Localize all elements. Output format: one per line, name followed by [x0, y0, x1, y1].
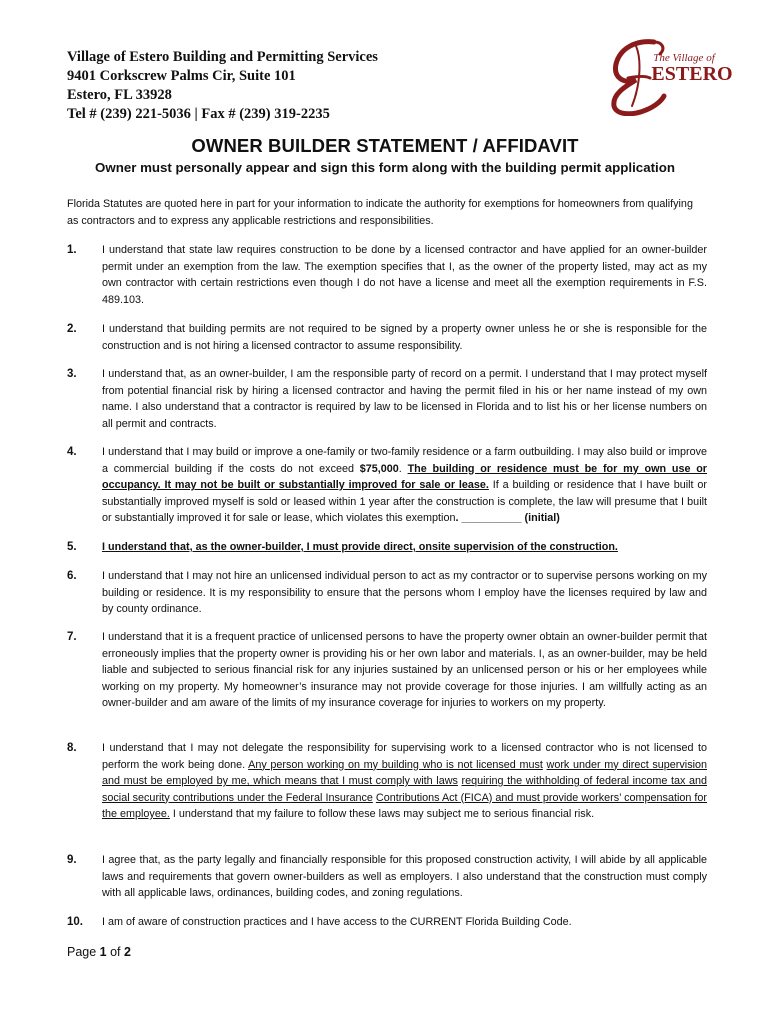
page-subtitle: Owner must personally appear and sign this form along with the building permit application — [95, 160, 675, 175]
page-title: OWNER BUILDER STATEMENT / AFFIDAVIT — [191, 135, 579, 156]
item-text: I agree that, as the party legally and financially responsible for this proposed construction activity, I will abide by all applicable laws and requirements that govern owner-builders as well as employers. I also understand that the construction must comply with all applicable laws, ordinances, building codes, and zoning regulations. — [102, 854, 707, 899]
item-text: I understand that state law requires construction to be done by a licensed contractor and have applied for an owner-builder permit under an exemption from the law. The exemption specifies that I, as the owner of the property listed, may act as my own contractor with certain restrictions even though I do not have a license and meet all the exemption requirements in F.S. 489.103. — [102, 244, 707, 306]
statement-item-6 — [67, 568, 707, 618]
logo-top-text: The Village of — [653, 52, 715, 64]
statement-item-4 — [67, 444, 707, 527]
page-number: Page 1 of 2 — [67, 945, 131, 959]
cost-limit: $75,000 — [359, 462, 399, 475]
statement-item-9 — [67, 852, 707, 902]
item-text: I understand that building permits are not required to be signed by a property owner unless he or she is responsible for the construction and is not hiring a licensed contractor to assume responsibility. — [102, 323, 707, 352]
item-number: 2. — [67, 323, 77, 335]
statement-item-5 — [67, 539, 707, 556]
item-number: 3. — [67, 368, 77, 380]
org-header — [67, 48, 378, 124]
logo-main-text: ESTERO — [651, 63, 733, 85]
item-text: I understand that, as the owner-builder, I must provide direct, onsite supervision of the construction. — [102, 541, 618, 553]
item-number: 6. — [67, 570, 77, 582]
statement-item-1 — [67, 242, 707, 308]
item-text: I understand that I may not delegate the responsibility for supervising work to a licensed contractor who is not licensed to perform the work being done. Any person working on my building who is not licensed must work under my direct supervision and must be employed by me, which means that I must comply with laws requiring the withholding of federal income tax and social security contributions under the Federal Insurance Contributions Act (FICA) and must provide workers’ compensation for the employee. I understand that my failure to follow these laws may subject me to serious financial risk. — [102, 742, 708, 820]
item-number: 10. — [67, 916, 83, 928]
org-address-line2: Estero, FL 33928 — [67, 87, 172, 103]
item-number: 8. — [67, 742, 77, 754]
initial-blank: . __________ (initial) — [455, 512, 560, 524]
item-number: 7. — [67, 631, 77, 643]
item-number: 1. — [67, 244, 77, 256]
item-text: I understand that it is a frequent practice of unlicensed persons to have the property owner obtain an owner-builder permit that erroneously implies that the property owner is providing his or her own labor and materials. I, as an owner-builder, may be held liable and subjected to serious financial risk for any injuries sustained by an unlicensed person or his or her employees while working on my property. My homeowner’s insurance may not provide coverage for those injuries. I am willfully acting as an owner-builder and am aware of the limits of my insurance coverage for injuries to workers on my property. — [102, 631, 707, 709]
statement-item-2 — [67, 321, 707, 354]
org-name: Village of Estero Building and Permitting Services — [67, 49, 378, 65]
statement-item-10 — [67, 914, 707, 931]
item-number: 4. — [67, 446, 77, 458]
org-phone-fax: Tel # (239) 221-5036 | Fax # (239) 319-2235 — [67, 106, 330, 122]
item-text: I understand that I may build or improve a one-family or two-family residence or a farm outbuilding. I may also build or improve a commercial building if the costs do not exceed $75,000. The building or residence must be for my own use or occupancy. It may not be built or substantially improved for sale or lease. If a building or residence that I have built or substantially improved myself is sold or leased within 1 year after the construction is complete, the law will presume that I built or substantially improved it for sale or lease, which violates this exemption. __________ (initial) — [102, 446, 708, 524]
item-number: 5. — [67, 541, 77, 553]
item-text: I understand that, as an owner-builder, I am the responsible party of record on a permit. I understand that I may protect myself from potential financial risk by hiring a licensed contractor and having the permit filed in his or her name instead of my own name. I also understand that a contractor is required by law to be licensed in Florida and to list his or her license numbers on all permit and contracts. — [102, 368, 707, 430]
item-number: 9. — [67, 854, 77, 866]
intro-paragraph: Florida Statutes are quoted here in part for your information to indicate the authority for exemptions for homeowners from qualifying as contractors and to express any applicable restrictions and responsibilities. — [67, 198, 693, 227]
item-text: I understand that I may not hire an unlicensed individual person to act as my contractor or to supervise persons working on my building or residence. It is my responsibility to ensure that the persons whom I employ have the licenses required by law and by county ordinance. — [102, 570, 707, 615]
estero-logo — [606, 36, 736, 116]
statement-item-8 — [67, 740, 707, 823]
statement-item-3 — [67, 366, 707, 432]
use-occupancy-rule: The building or residence must be for my own use or occupancy. It may not be built or substantially improved for sale or lease. — [102, 462, 708, 491]
item-text: I am of aware of construction practices and I have access to the CURRENT Florida Building Code. — [102, 916, 572, 928]
statement-item-7 — [67, 629, 707, 712]
org-address-line1: 9401 Corkscrew Palms Cir, Suite 101 — [67, 68, 296, 84]
